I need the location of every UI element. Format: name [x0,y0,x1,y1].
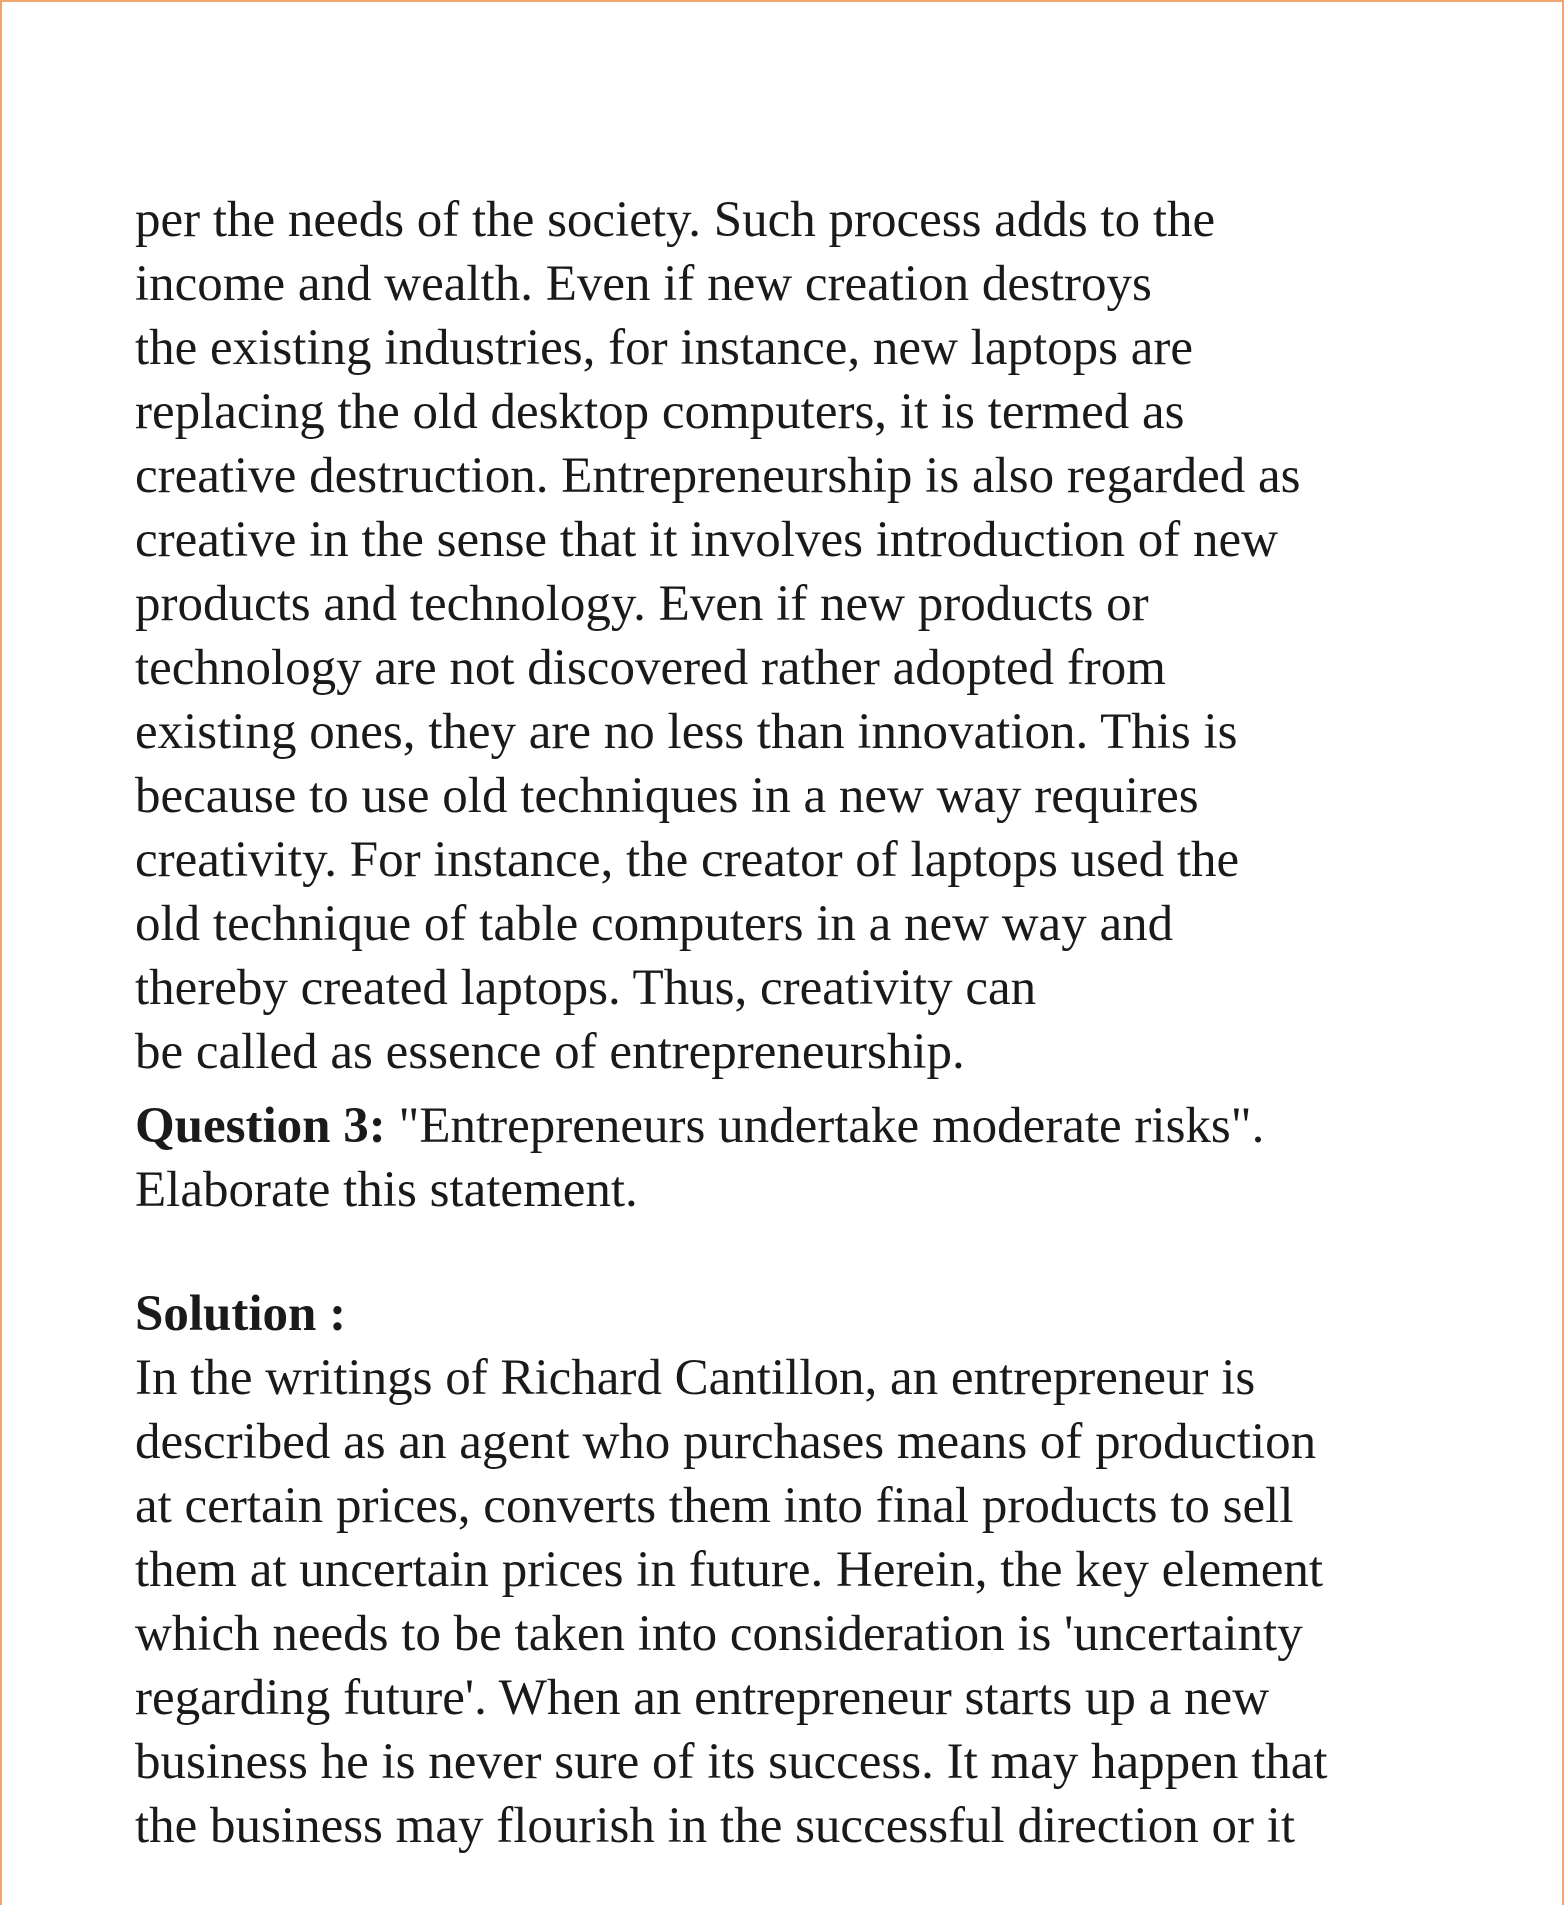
question-block [135,1094,1465,1222]
question-text: "Entrepreneurs undertake moderate risks". [385,1098,1265,1154]
paragraph-line: per the needs of the society. Such process adds to the [135,192,1216,248]
paragraph-line: old technique of table computers in a new way and [135,896,1174,952]
paragraph-line: creative destruction. Entrepreneurship is also regarded as [135,448,1301,504]
solution-line: the business may flourish in the successful direction or it [135,1798,1296,1854]
solution-line: at certain prices, converts them into final products to sell [135,1478,1294,1534]
paragraph-line: technology are not discovered rather adopted from [135,640,1166,696]
continuation-paragraph [135,188,1465,1084]
paragraph-line: thereby created laptops. Thus, creativity can [135,960,1037,1016]
paragraph-line: be called as essence of entrepreneurship. [135,1024,965,1080]
paragraph-line: replacing the old desktop computers, it is termed as [135,384,1185,440]
paragraph-line: because to use old techniques in a new way requires [135,768,1199,824]
question-label: Question 3: [135,1098,386,1154]
solution-line: In the writings of Richard Cantillon, an entrepreneur is [135,1350,1256,1406]
paragraph-line: income and wealth. Even if new creation destroys [135,256,1152,312]
solution-line: them at uncertain prices in future. Herein, the key element [135,1542,1324,1598]
solution-block [135,1282,1465,1858]
paragraph-line: products and technology. Even if new products or [135,576,1149,632]
solution-line: which needs to be taken into consideration is 'uncertainty [135,1606,1303,1662]
paragraph-line: creativity. For instance, the creator of laptops used the [135,832,1240,888]
paragraph-line: creative in the sense that it involves introduction of new [135,512,1278,568]
paragraph-line: existing ones, they are no less than innovation. This is [135,704,1238,760]
page-content [135,188,1465,1858]
question-text-continued: Elaborate this statement. [135,1162,638,1218]
paragraph-line: the existing industries, for instance, new laptops are [135,320,1193,376]
solution-line: business he is never sure of its success. It may happen that [135,1734,1328,1790]
solution-line: regarding future'. When an entrepreneur starts up a new [135,1670,1270,1726]
question-line [135,1094,1465,1158]
solution-line: described as an agent who purchases means of production [135,1414,1317,1470]
solution-heading: Solution : [135,1286,347,1342]
